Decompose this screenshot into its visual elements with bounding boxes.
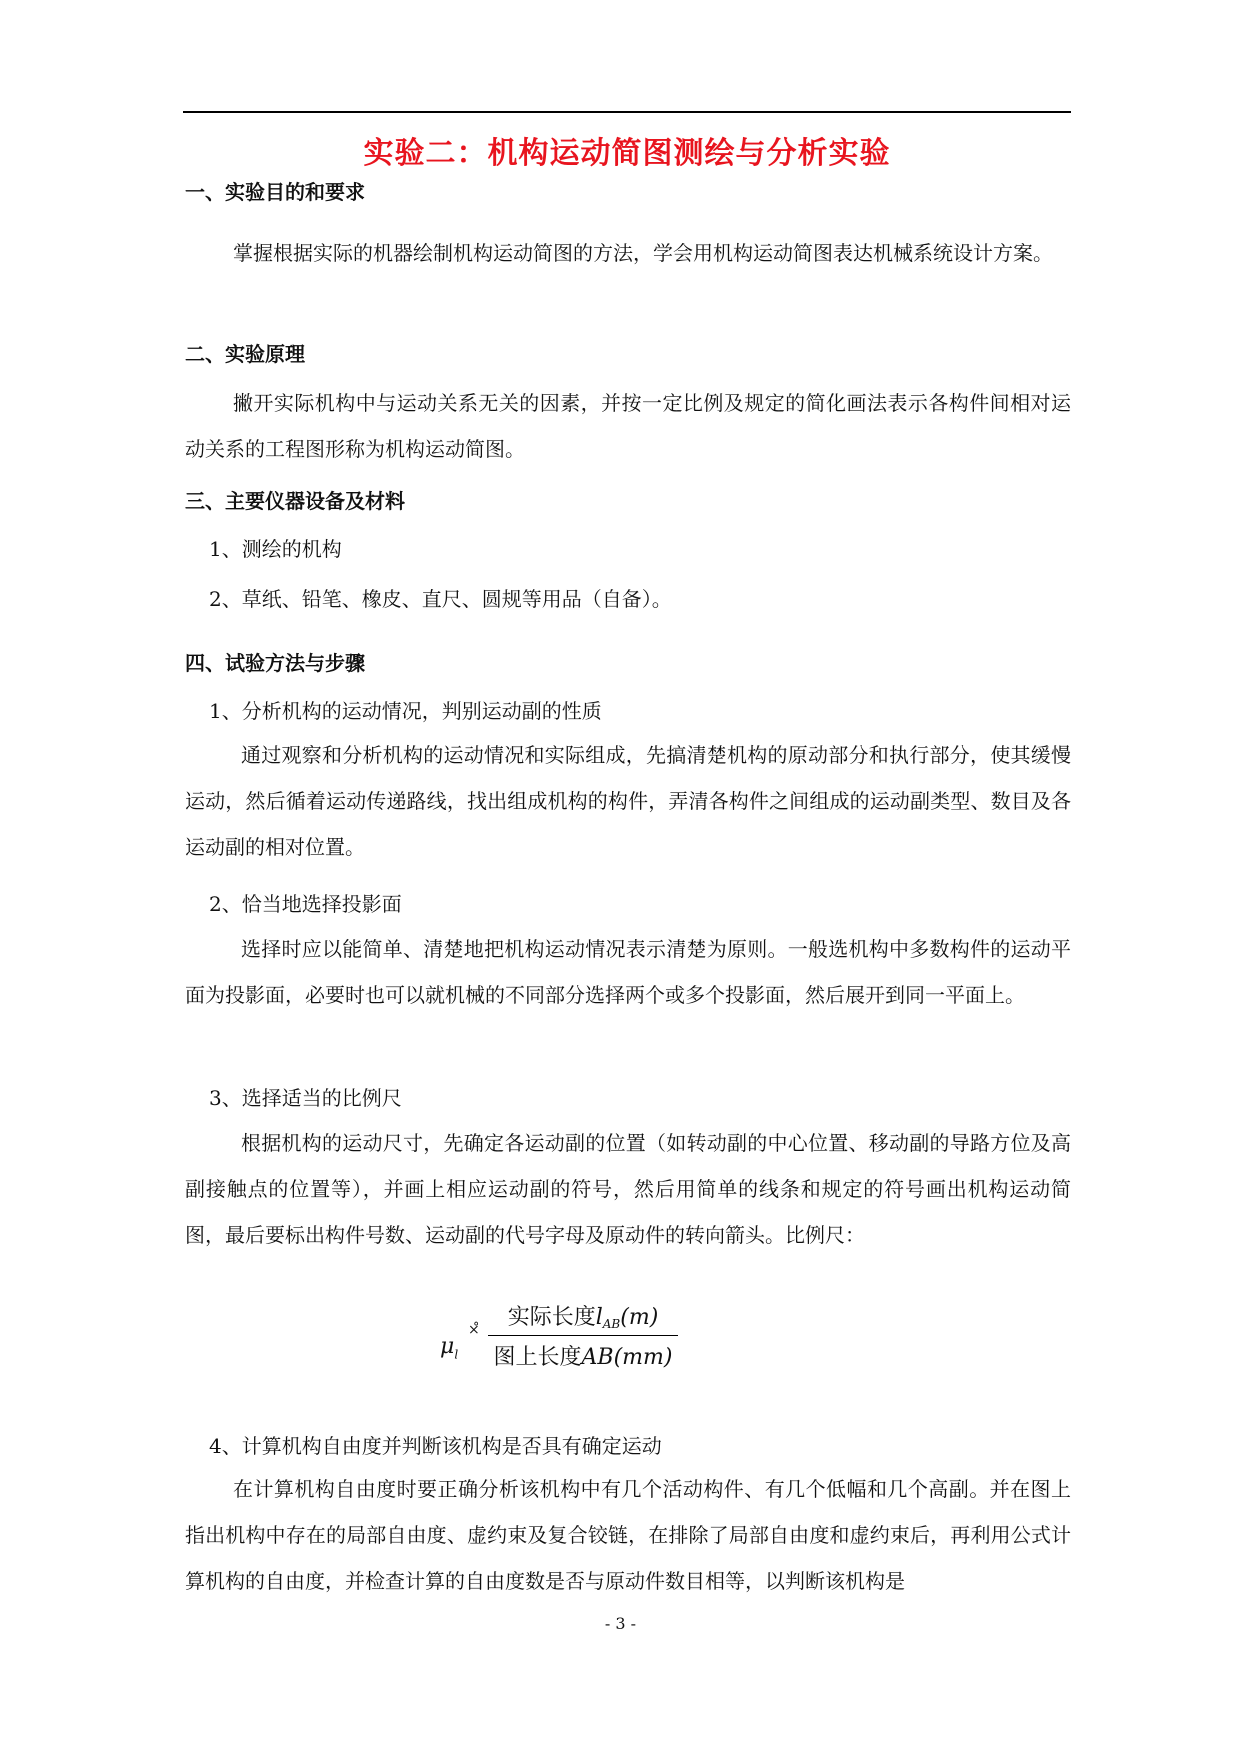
scale-formula [440, 1300, 700, 1390]
formula-symbol: $\mu_l$ [440, 1334, 459, 1362]
step-4-title: 4、计算机构自由度并判断该机构是否具有确定运动 [209, 1434, 662, 1458]
step-2-title: 2、恰当地选择投影面 [209, 892, 402, 916]
header-rule [183, 111, 1071, 113]
materials-item-1: 1、测绘的机构 [209, 537, 342, 561]
section-1-body: 掌握根据实际的机器绘制机构运动简图的方法，学会用机构运动简图表达机械系统设计方案。 [233, 241, 1053, 265]
section-2-heading: 二、实验原理 [185, 342, 305, 366]
section-4-heading: 四、试验方法与步骤 [185, 651, 365, 675]
page-number: - 3 - [604, 1614, 637, 1633]
section-3-heading: 三、主要仪器设备及材料 [185, 489, 405, 513]
step-1-body: 通过观察和分析机构的运动情况和实际组成，先搞清楚机构的原动部分和执行部分，使其缓慢运动，然后循着运动传递路线，找出组成机构的构件，弄清各构件之间组成的运动副类型、数目及各运动副的相对位置。 [185, 743, 1071, 859]
formula-numerator: 实际长度$l_{AB}(m)$ [488, 1300, 678, 1336]
step-4-body: 在计算机构自由度时要正确分析该机构中有几个活动构件、有几个低幅和几个高副。并在图上指出机构中存在的局部自由度、虚约束及复合铰链，在排除了局部自由度和虚约束后，再利用公式计算机构的自由度，并检查计算的自由度数是否与原动件数目相等，以判断该机构是 [185, 1477, 1071, 1593]
step-3-title: 3、选择适当的比例尺 [209, 1086, 402, 1110]
page-title: 实验二：机构运动简图测绘与分析实验 [363, 136, 891, 171]
step-2-body: 选择时应以能简单、清楚地把机构运动情况表示清楚为原则。一般选机构中多数构件的运动平面为投影面，必要时也可以就机械的不同部分选择两个或多个投影面，然后展开到同一平面上。 [185, 937, 1071, 1007]
materials-item-2: 2、草纸、铅笔、橡皮、直尺、圆规等用品（自备）。 [209, 587, 672, 611]
step-1-title: 1、分析机构的运动情况，判别运动副的性质 [209, 699, 602, 723]
formula-fraction [488, 1300, 678, 1371]
step-3-body: 根据机构的运动尺寸，先确定各运动副的位置（如转动副的中心位置、移动副的导路方位及高副接触点的位置等），并画上相应运动副的符号，然后用简单的线条和规定的符号画出机构运动简图，最后要标出构件号数、运动副的代号字母及原动件的转向箭头。比例尺： [185, 1131, 1071, 1247]
section-1-heading: 一、实验目的和要求 [185, 180, 365, 204]
formula-operator: ×̊ [468, 1322, 480, 1338]
formula-denominator: 图上长度AB(mm) [493, 1345, 673, 1370]
section-2-body: 撇开实际机构中与运动关系无关的因素，并按一定比例及规定的简化画法表示各构件间相对运动关系的工程图形称为机构运动简图。 [185, 391, 1071, 461]
